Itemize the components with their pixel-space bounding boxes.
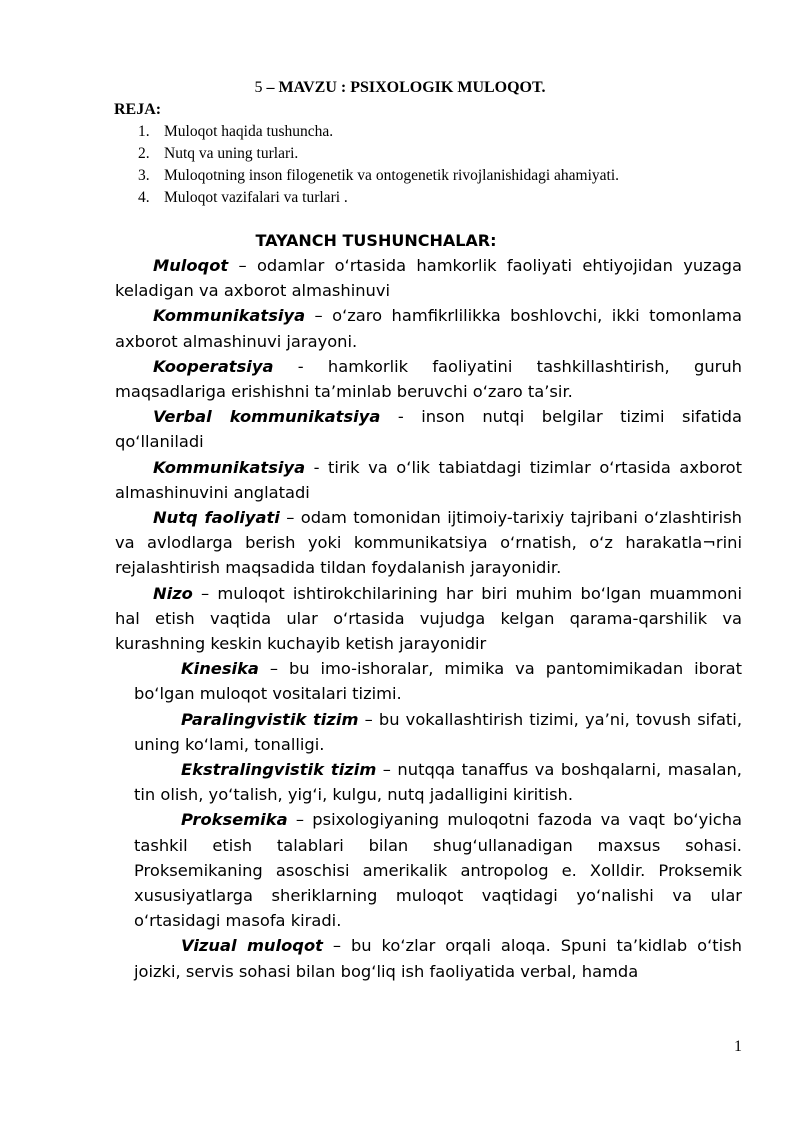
definition-paragraph — [115, 505, 742, 581]
definition-paragraph — [115, 455, 742, 505]
definition-term: Proksemika — [181, 810, 288, 830]
definition-term: Kinesika — [181, 659, 259, 679]
definition-term: Kommunikatsiya — [153, 306, 306, 326]
plan-item-text: Muloqotning inson filogenetik va ontogenetik rivojlanishidagi ahamiyati. — [164, 167, 620, 184]
definition-text: - hamkorlik faoliyatini tashkillashtirish, guruh maqsadlariga erishishni ta’minlab beruvchi o‘zaro ta’sir. — [115, 356, 742, 402]
page-number: 1 — [734, 1038, 742, 1055]
definition-paragraph — [115, 354, 742, 404]
definition-text: – odamlar o‘rtasida hamkorlik faoliyati ehtiyojidan yuzaga keladigan va axborot almashinuvi — [115, 256, 742, 301]
plan-item-number: 2. — [138, 145, 150, 162]
definition-paragraph — [115, 253, 742, 303]
plan-item-number: 4. — [138, 189, 150, 206]
definitions-list — [115, 253, 742, 984]
definition-paragraph — [115, 581, 742, 657]
definition-text: – bu vokallashtirish tizimi, ya’ni, tovush sifati, uning ko‘lami, tonalligi. — [134, 709, 742, 754]
section-heading: TAYANCH TUSHUNCHALAR: — [255, 231, 497, 250]
plan-item — [138, 121, 758, 143]
definition-term: Verbal kommunikatsiya — [153, 407, 381, 427]
definition-text: - inson nutqi belgilar tizimi sifatida qo‘llaniladi — [115, 407, 742, 452]
sub-definition-paragraph — [134, 807, 742, 933]
sub-definition-paragraph — [134, 757, 742, 807]
definition-term: Kommunikatsiya — [153, 457, 306, 477]
definition-text: – bu imo-ishoralar, mimika va pantomimikadan iborat bo‘lgan muloqot vositalari tizimi. — [134, 659, 742, 704]
definition-paragraph — [115, 404, 742, 454]
plan-item-text: Muloqot haqida tushuncha. — [164, 123, 334, 140]
plan-item-number: 3. — [138, 167, 150, 184]
plan-item — [138, 165, 758, 187]
definition-text: – bu ko‘zlar orqali aloqa. Spuni ta’kidlab o‘tish joizki, servis sohasi bilan bog‘liq ish faoliyatida verbal, hamda — [134, 936, 742, 981]
definition-text: – muloqot ishtirokchilarining har biri muhim bo‘lgan muammoni hal etish vaqtida ular o‘rtasida vujudga kelgan qarama-qarshilik va kurashning keskin kuchayib ketish jarayonidir — [115, 583, 742, 654]
plan-item — [138, 187, 758, 209]
definition-term: Paralingvistik tizim — [181, 709, 359, 729]
sub-definition-paragraph — [134, 656, 742, 706]
plan-item-text: Nutq va uning turlari. — [164, 145, 299, 162]
definition-paragraph — [115, 303, 742, 353]
definition-term: Nizo — [153, 583, 193, 603]
definition-text: – nutqqa tanaffus va boshqalarni, masalan, tin olish, yo‘talish, yig‘i, kulgu, nutq jadalligini kiritish. — [134, 760, 742, 805]
page-title — [0, 78, 800, 98]
plan-item — [138, 143, 758, 165]
sub-definition-paragraph — [134, 707, 742, 757]
plan-list — [138, 121, 758, 209]
definition-term: Nutq faoliyati — [153, 508, 280, 528]
definition-text: - tirik va o‘lik tabiatdagi tizimlar o‘rtasida axborot almashinuvini anglatadi — [115, 457, 742, 502]
definition-text: – psixologiyaning muloqotni fazoda va vaqt bo‘yicha tashkil etish talablari bilan shug‘ullanadigan maxsus sohasi. Proksemikaning asoschisi amerikalik antropolog e. Xolldir. Proksemik xususiyatlarga sheriklarning muloqot vaqtidagi yo‘nalishi va ular o‘rtasidagi masofa kiradi. — [134, 810, 742, 931]
definition-term: Kooperatsiya — [153, 356, 274, 376]
definition-text: – o‘zaro hamfikrlilikka boshlovchi, ikki tomonlama axborot almashinuvi jarayoni. — [115, 306, 742, 351]
definition-text: – odam tomonidan ijtimoiy-tarixiy tajribani o‘zlashtirish va avlodlarga berish yoki kommunikatsiya o‘rnatish, o‘z harakatla¬rini rejalashtirish maqsadida tildan foydalanish jarayonidir. — [115, 508, 742, 578]
title-text: – MAVZU : PSIXOLOGIK MULOQOT. — [262, 79, 546, 96]
sub-definition-paragraph — [134, 933, 742, 983]
plan-item-number: 1. — [138, 123, 150, 140]
plan-item-text: Muloqot vazifalari va turlari . — [164, 189, 348, 206]
definition-term: Vizual muloqot — [181, 936, 323, 956]
title-number: 5 — [254, 79, 263, 96]
definition-term: Ekstralingvistik tizim — [181, 760, 377, 780]
definition-term: Muloqot — [153, 256, 229, 275]
plan-label: REJA: — [114, 101, 162, 118]
